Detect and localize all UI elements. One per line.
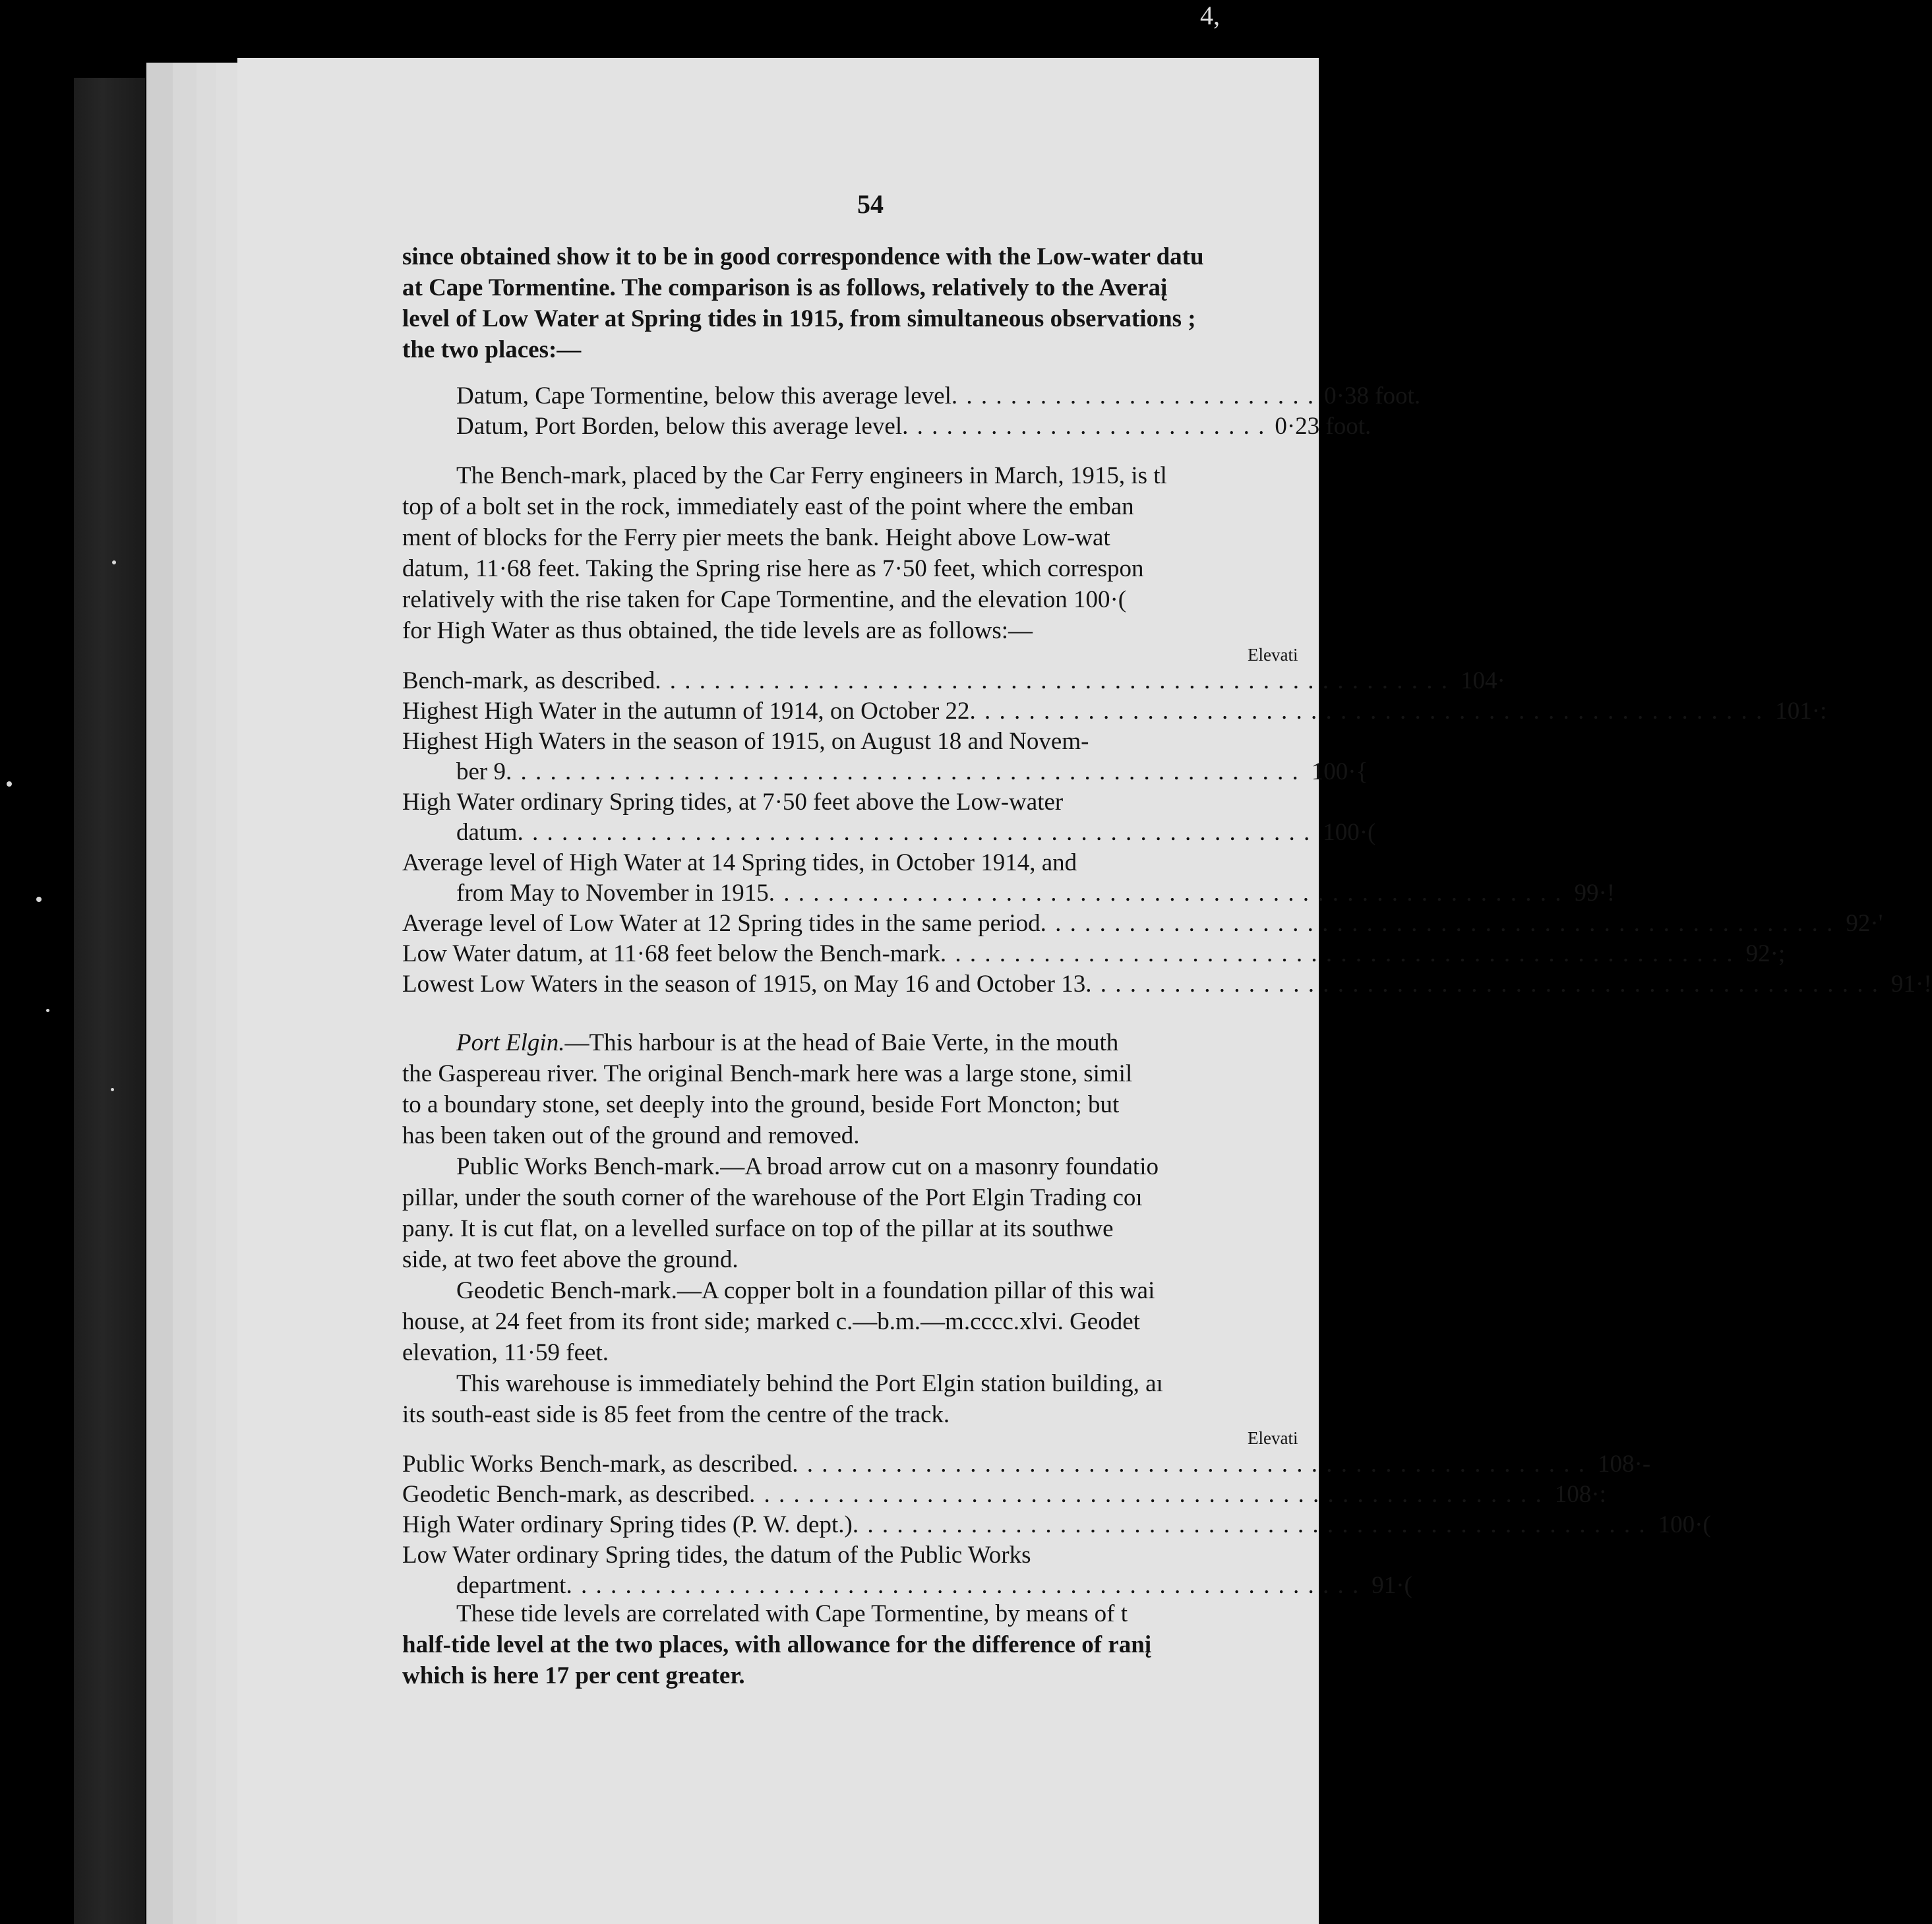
elevation-column-heading: Elevati — [1248, 1428, 1298, 1448]
leader-dots — [1089, 727, 1261, 757]
leader-dots: . . . . . . . . . . . . . . . . . . . . . . . . . . . . . . . . . . . . . . . . . . . . . . . . . . . . . . — [792, 1451, 1586, 1478]
text-line: Public Works Bench-mark.—A broad arrow cut on a masonry foundatio — [456, 1153, 1159, 1180]
table-row — [402, 696, 1827, 727]
text-line: datum, 11·68 feet. Taking the Spring rise here as 7·50 feet, which correspon — [402, 555, 1144, 582]
entry-label: High Water ordinary Spring tides (P. W. dept.) — [402, 1511, 853, 1538]
text-line: at Cape Tormentine. The comparison is as follows, relatively to the Averaį — [402, 274, 1168, 301]
text-line: the two places:— — [402, 336, 582, 363]
leader-dots: . . . . . . . . . . . . . . . . . . . . . . . . . . . . . . . . . . . . . . . . . . . . . . . . . . . . . . — [1040, 910, 1834, 937]
text-line: ment of blocks for the Ferry pier meets the bank. Height above Low-wat — [402, 524, 1110, 551]
geodetic-paragraph — [402, 1275, 1325, 1368]
port-elgin-paragraph — [402, 1027, 1325, 1151]
text-line: has been taken out of the ground and removed. — [402, 1122, 860, 1149]
elevation-value: 108·: — [1554, 1481, 1606, 1508]
port-elgin-title: Port Elgin. — [456, 1029, 565, 1056]
elevation-value: 108·- — [1598, 1451, 1651, 1478]
text-line: pany. It is cut flat, on a levelled surface on top of the pillar at its southwe — [402, 1215, 1114, 1242]
entry-label: ber 9 — [456, 758, 506, 785]
elevation-value — [1261, 727, 1352, 757]
elevation-value: 101·: — [1775, 698, 1827, 725]
text-line: level of Low Water at Spring tides in 1915, from simultaneous observations ; — [402, 305, 1196, 332]
table-row — [402, 666, 1505, 696]
closing-paragraph — [402, 1598, 1325, 1691]
elevation-value: 100·( — [1658, 1511, 1711, 1538]
elevation-value — [1261, 1540, 1352, 1571]
document-page — [237, 58, 1932, 1924]
leader-dots: . . . . . . . . . . . . . . . . . . . . . . . . . . . . . . . . . . . . . . . . . . . . . . . . . . . . . . — [655, 667, 1449, 694]
page-number: 54 — [857, 189, 884, 219]
scan-speck — [36, 897, 42, 902]
entry-label: datum — [456, 819, 518, 846]
tide-levels-table-cape — [402, 666, 1932, 1000]
datum-label: Datum, Cape Tormentine, below this average level — [456, 382, 951, 409]
table-row — [402, 757, 1368, 787]
text-line: relatively with the rise taken for Cape Tormentine, and the elevation 100·( — [402, 586, 1127, 613]
bench-mark-paragraph — [402, 460, 1325, 646]
elevation-value — [1261, 848, 1352, 878]
elevation-value: 92·' — [1846, 910, 1883, 937]
entry-label: Highest High Waters in the season of 1915, on August 18 and Novem- — [402, 728, 1089, 755]
text-line: its south-east side is 85 feet from the centre of the track. — [402, 1401, 950, 1428]
page-edge — [216, 63, 239, 1924]
tide-levels-table-port-elgin — [402, 1449, 1711, 1601]
text-line: half-tide level at the two places, with allowance for the difference of ranį — [402, 1631, 1152, 1658]
entry-label: Lowest Low Waters in the season of 1915, on May 16 and October 13 — [402, 971, 1086, 998]
entry-label: from May to November in 1915 — [456, 880, 769, 907]
text-line: to a boundary stone, set deeply into the ground, beside Fort Moncton; but — [402, 1091, 1120, 1118]
entry-label: Bench-mark, as described — [402, 667, 655, 694]
text-line: for High Water as thus obtained, the tide levels are as follows:— — [402, 617, 1033, 644]
table-row — [402, 1540, 1352, 1571]
page-edge — [173, 63, 198, 1924]
entry-label: Low Water ordinary Spring tides, the datum of the Public Works — [402, 1542, 1031, 1569]
entry-label: Geodetic Bench-mark, as described — [402, 1481, 750, 1508]
scan-speck — [112, 560, 116, 564]
table-row — [402, 939, 1786, 969]
entry-label: High Water ordinary Spring tides, at 7·50 feet above the Low-water — [402, 789, 1064, 816]
warehouse-paragraph — [402, 1368, 1325, 1430]
elevation-value: 100·{ — [1311, 758, 1368, 785]
elevation-value: 104· — [1460, 667, 1505, 694]
datum-value: 0·23 foot. — [1275, 413, 1372, 440]
table-row — [402, 1571, 1412, 1601]
scan-speck — [111, 1088, 114, 1091]
leader-dots: . . . . . . . . . . . . . . . . . . . . . . . . . . . . . . . . . . . . . . . . . . . . . . . . . . . . . . — [749, 1481, 1543, 1508]
leader-dots: . . . . . . . . . . . . . . . . . . . . . . . . . . . . . . . . . . . . . . . . . . . . . . . . . . . . . . — [940, 940, 1734, 967]
leader-dots: . . . . . . . . . . . . . . . . . . . . . . . . . . . . . . . . . . . . . . . . . . . . . . . . . . . . . . — [852, 1511, 1646, 1538]
table-row — [402, 1510, 1711, 1540]
table-row — [402, 818, 1376, 848]
public-works-paragraph — [402, 1151, 1325, 1275]
entry-label: Low Water datum, at 11·68 feet below the Bench-mark — [402, 940, 940, 967]
intro-paragraph — [402, 241, 1325, 365]
table-row — [402, 878, 1615, 909]
datum-row — [456, 411, 1372, 442]
text-line: the Gaspereau river. The original Bench-mark here was a large stone, simil — [402, 1060, 1133, 1087]
text-line — [402, 1027, 1325, 1058]
leader-dots: . . . . . . . . . . . . . . . . . . . . . . . . . — [951, 382, 1315, 409]
table-row — [402, 848, 1352, 878]
text-line: These tide levels are correlated with Cape Tormentine, by means of t — [456, 1600, 1128, 1627]
entry-label: Highest High Water in the autumn of 1914, on October 22 — [402, 698, 970, 725]
leader-dots: . . . . . . . . . . . . . . . . . . . . . . . . . . . . . . . . . . . . . . . . . . . . . . . . . . . . . . — [506, 758, 1300, 785]
leader-dots — [1063, 787, 1261, 818]
corner-mark: 4, — [1200, 1, 1220, 30]
table-row — [402, 969, 1932, 1000]
elevation-value: 91·( — [1372, 1572, 1412, 1599]
datum-row — [456, 381, 1421, 411]
text-line: elevation, 11·59 feet. — [402, 1339, 609, 1366]
leader-dots: . . . . . . . . . . . . . . . . . . . . . . . . . . . . . . . . . . . . . . . . . . . . . . . . . . . . . . — [1085, 971, 1879, 998]
table-row — [402, 787, 1352, 818]
table-row — [402, 727, 1352, 757]
text-line: This warehouse is immediately behind the Port Elgin station building, aı — [456, 1370, 1163, 1397]
book-spine — [74, 78, 145, 1924]
elevation-value — [1261, 787, 1352, 818]
page-edge — [146, 63, 174, 1924]
entry-label: Average level of High Water at 14 Spring tides, in October 1914, and — [402, 849, 1077, 876]
leader-dots: . . . . . . . . . . . . . . . . . . . . . . . . . — [902, 413, 1266, 440]
entry-label: Average level of Low Water at 12 Spring tides in the same period — [402, 910, 1041, 937]
elevation-value: 99·! — [1574, 880, 1615, 907]
table-row — [402, 909, 1883, 939]
table-row — [402, 1480, 1606, 1510]
elevation-column-heading: Elevati — [1248, 645, 1298, 665]
leader-dots — [1031, 1540, 1261, 1571]
elevation-value: 100·( — [1323, 819, 1376, 846]
text-line: pillar, under the south corner of the warehouse of the Port Elgin Trading coı — [402, 1184, 1143, 1211]
elevation-value: 91·! — [1891, 971, 1932, 998]
text-line: house, at 24 feet from its front side; marked c.—b.m.—m.cccc.xlvi. Geodet — [402, 1308, 1140, 1335]
page-edge — [196, 63, 218, 1924]
datum-label: Datum, Port Borden, below this average level — [456, 413, 903, 440]
leader-dots: . . . . . . . . . . . . . . . . . . . . . . . . . . . . . . . . . . . . . . . . . . . . . . . . . . . . . . — [969, 698, 1764, 725]
scan-speck — [46, 1009, 49, 1012]
datum-list — [456, 381, 1421, 442]
text-line: Geodetic Bench-mark.—A copper bolt in a foundation pillar of this wai — [456, 1277, 1155, 1304]
text-span: —This harbour is at the head of Baie Verte, in the mouth — [564, 1029, 1119, 1056]
leader-dots: . . . . . . . . . . . . . . . . . . . . . . . . . . . . . . . . . . . . . . . . . . . . . . . . . . . . . . — [566, 1572, 1360, 1599]
leader-dots: . . . . . . . . . . . . . . . . . . . . . . . . . . . . . . . . . . . . . . . . . . . . . . . . . . . . . . — [517, 819, 1312, 846]
entry-label: department — [456, 1572, 566, 1599]
leader-dots: . . . . . . . . . . . . . . . . . . . . . . . . . . . . . . . . . . . . . . . . . . . . . . . . . . . . . . — [768, 880, 1563, 907]
entry-label: Public Works Bench-mark, as described — [402, 1451, 793, 1478]
text-line: top of a bolt set in the rock, immediately east of the point where the emban — [402, 493, 1134, 520]
scan-speck — [7, 781, 12, 787]
text-line: since obtained show it to be in good correspondence with the Low-water datu — [402, 243, 1204, 270]
table-row — [402, 1449, 1651, 1480]
datum-value: 0·38 foot. — [1324, 382, 1421, 409]
text-line: The Bench-mark, placed by the Car Ferry engineers in March, 1915, is tl — [456, 462, 1167, 489]
text-line: which is here 17 per cent greater. — [402, 1662, 745, 1689]
elevation-value: 92·; — [1745, 940, 1786, 967]
text-line: side, at two feet above the ground. — [402, 1246, 739, 1273]
leader-dots — [1077, 848, 1261, 878]
